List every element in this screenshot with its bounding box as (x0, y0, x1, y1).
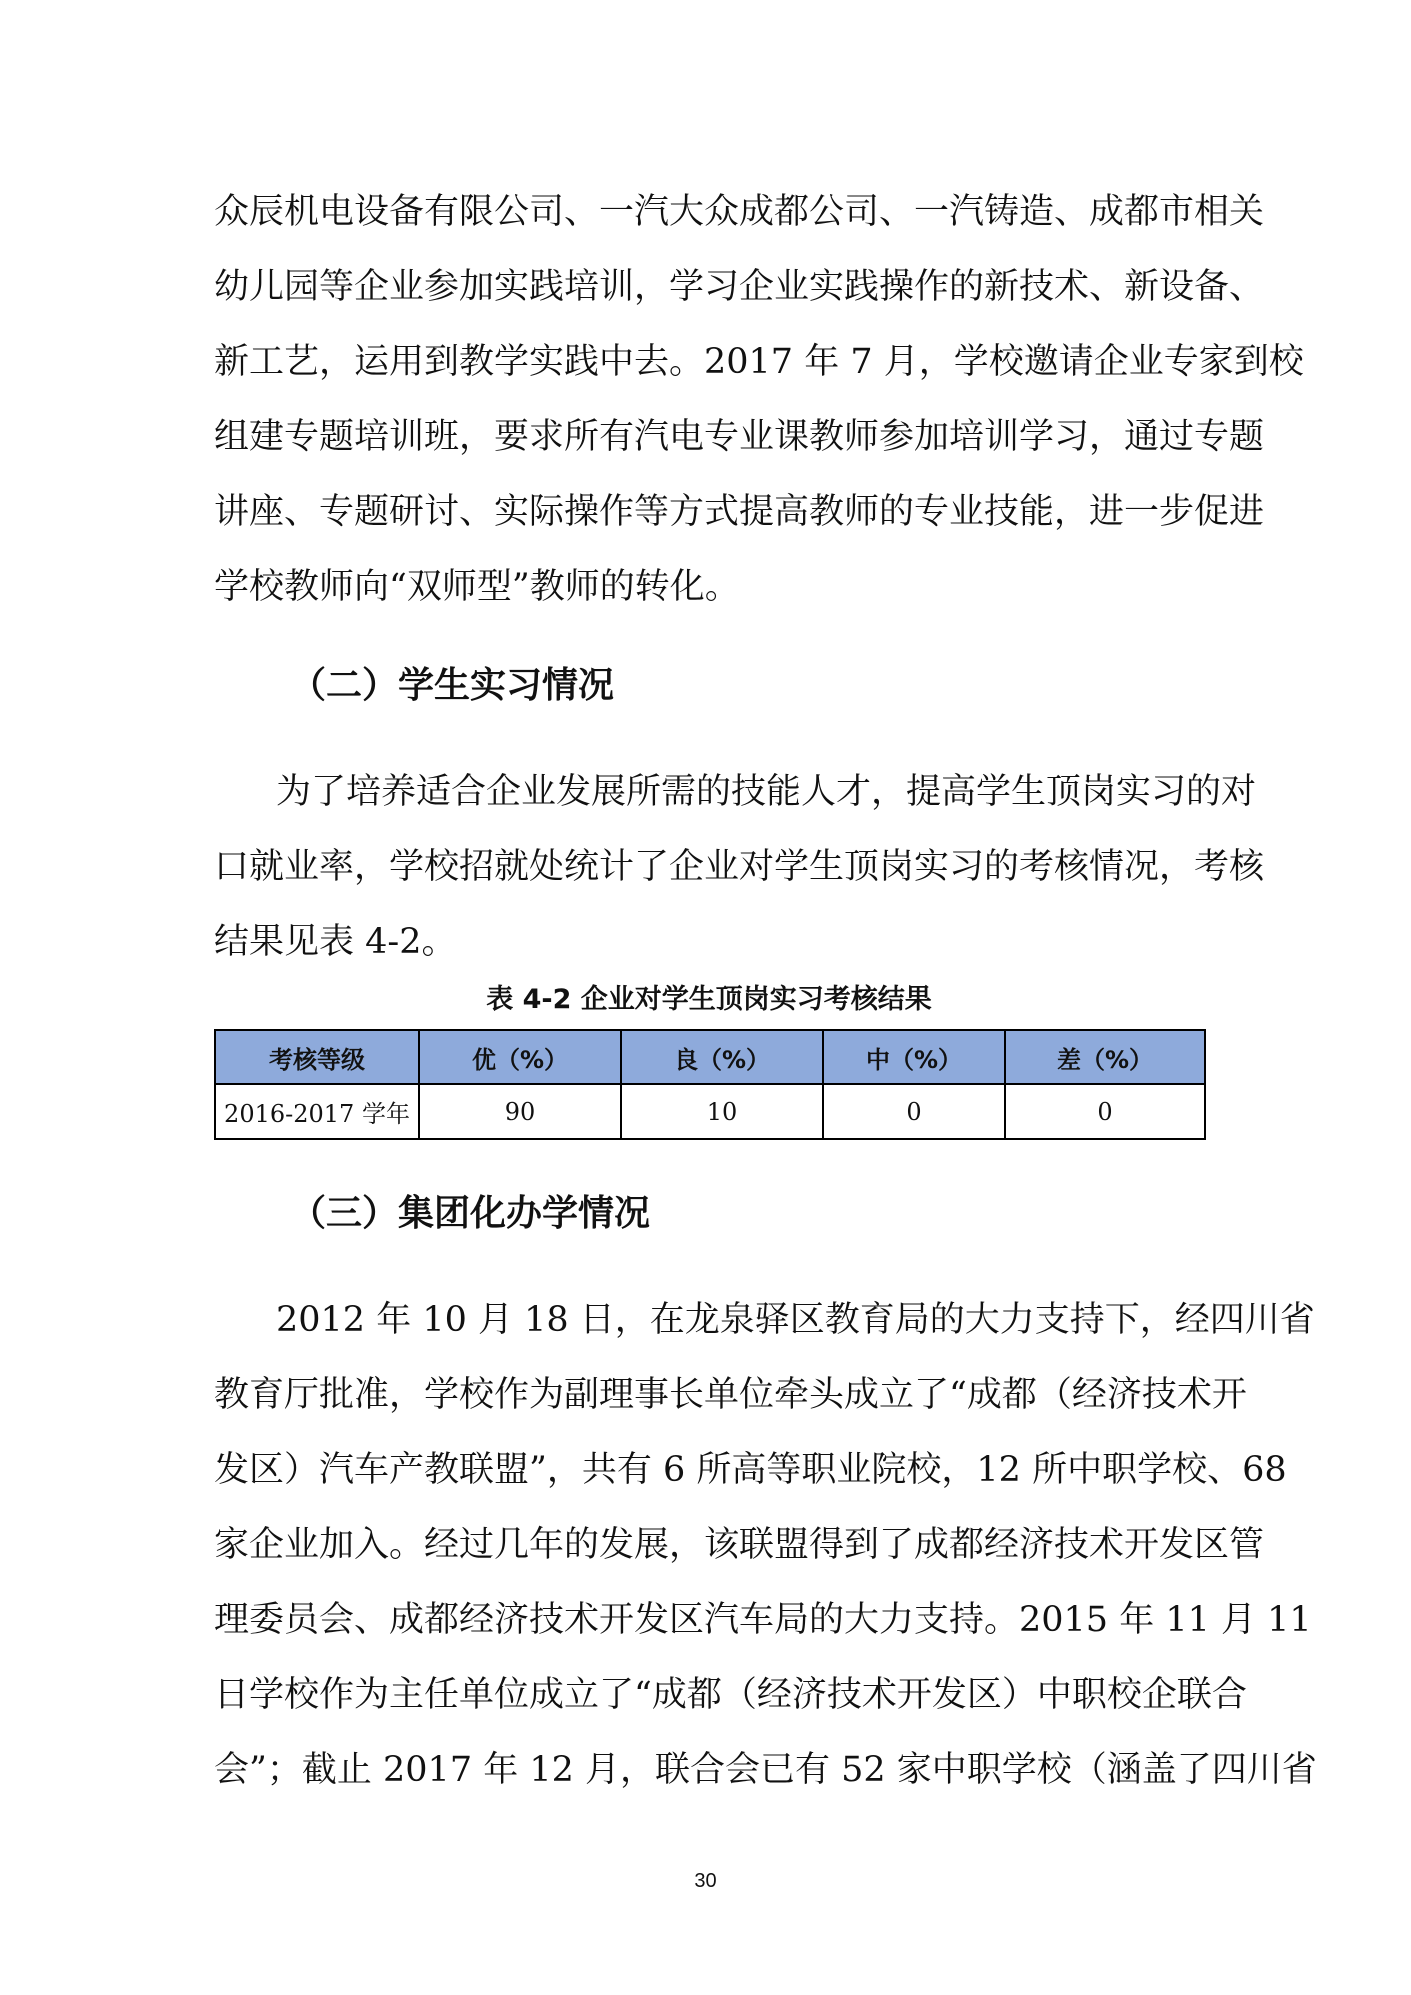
section3-line-1: 2012 年 10 月 18 日，在龙泉驿区教育局的大力支持下，经四川省 (276, 1300, 1315, 1340)
section2-line-3: 结果见表 4-2。 (214, 922, 457, 962)
header-grade: 考核等级 (215, 1030, 419, 1084)
paragraph1-line-4: 组建专题培训班，要求所有汽电专业课教师参加培训学习，通过专题 (214, 417, 1265, 457)
table-row (215, 1084, 1205, 1139)
cell-school-year: 2016-2017 学年 (215, 1084, 419, 1139)
paragraph1-line-1: 众辰机电设备有限公司、一汽大众成都公司、一汽铸造、成都市相关 (214, 192, 1265, 232)
paragraph1-line-2: 幼儿园等企业参加实践培训，学习企业实践操作的新技术、新设备、 (214, 267, 1265, 307)
header-excellent: 优（%） (419, 1030, 621, 1084)
section2-line-1: 为了培养适合企业发展所需的技能人才，提高学生顶岗实习的对 (276, 772, 1257, 812)
table-header-row (215, 1030, 1205, 1084)
table-caption: 表 4-2 企业对学生顶岗实习考核结果 (486, 984, 932, 1015)
cell-average: 0 (823, 1084, 1005, 1139)
section3-heading: （三）集团化办学情况 (290, 1193, 651, 1234)
assessment-table (214, 1029, 1206, 1140)
cell-excellent: 90 (419, 1084, 621, 1139)
header-good: 良（%） (621, 1030, 823, 1084)
header-poor: 差（%） (1005, 1030, 1205, 1084)
section3-line-5: 理委员会、成都经济技术开发区汽车局的大力支持。2015 年 11 月 11 (214, 1600, 1312, 1640)
paragraph1-line-3: 新工艺，运用到教学实践中去。2017 年 7 月，学校邀请企业专家到校 (214, 342, 1304, 382)
section2-line-2: 口就业率，学校招就处统计了企业对学生顶岗实习的考核情况，考核 (214, 847, 1265, 887)
section3-line-6: 日学校作为主任单位成立了“成都（经济技术开发区）中职校企联合 (214, 1675, 1247, 1715)
section3-line-4: 家企业加入。经过几年的发展，该联盟得到了成都经济技术开发区管 (214, 1525, 1265, 1565)
section3-line-7: 会”；截止 2017 年 12 月，联合会已有 52 家中职学校（涵盖了四川省 (214, 1750, 1317, 1790)
paragraph1-line-5: 讲座、专题研讨、实际操作等方式提高教师的专业技能，进一步促进 (214, 492, 1265, 532)
cell-poor: 0 (1005, 1084, 1205, 1139)
section3-line-3: 发区）汽车产教联盟”，共有 6 所高等职业院校，12 所中职学校、68 (214, 1450, 1287, 1490)
page-number: 30 (694, 1870, 717, 1892)
header-average: 中（%） (823, 1030, 1005, 1084)
section2-heading: （二）学生实习情况 (290, 665, 615, 706)
paragraph1-line-6: 学校教师向“双师型”教师的转化。 (214, 567, 740, 607)
cell-good: 10 (621, 1084, 823, 1139)
section3-line-2: 教育厅批准，学校作为副理事长单位牵头成立了“成都（经济技术开 (214, 1375, 1247, 1415)
